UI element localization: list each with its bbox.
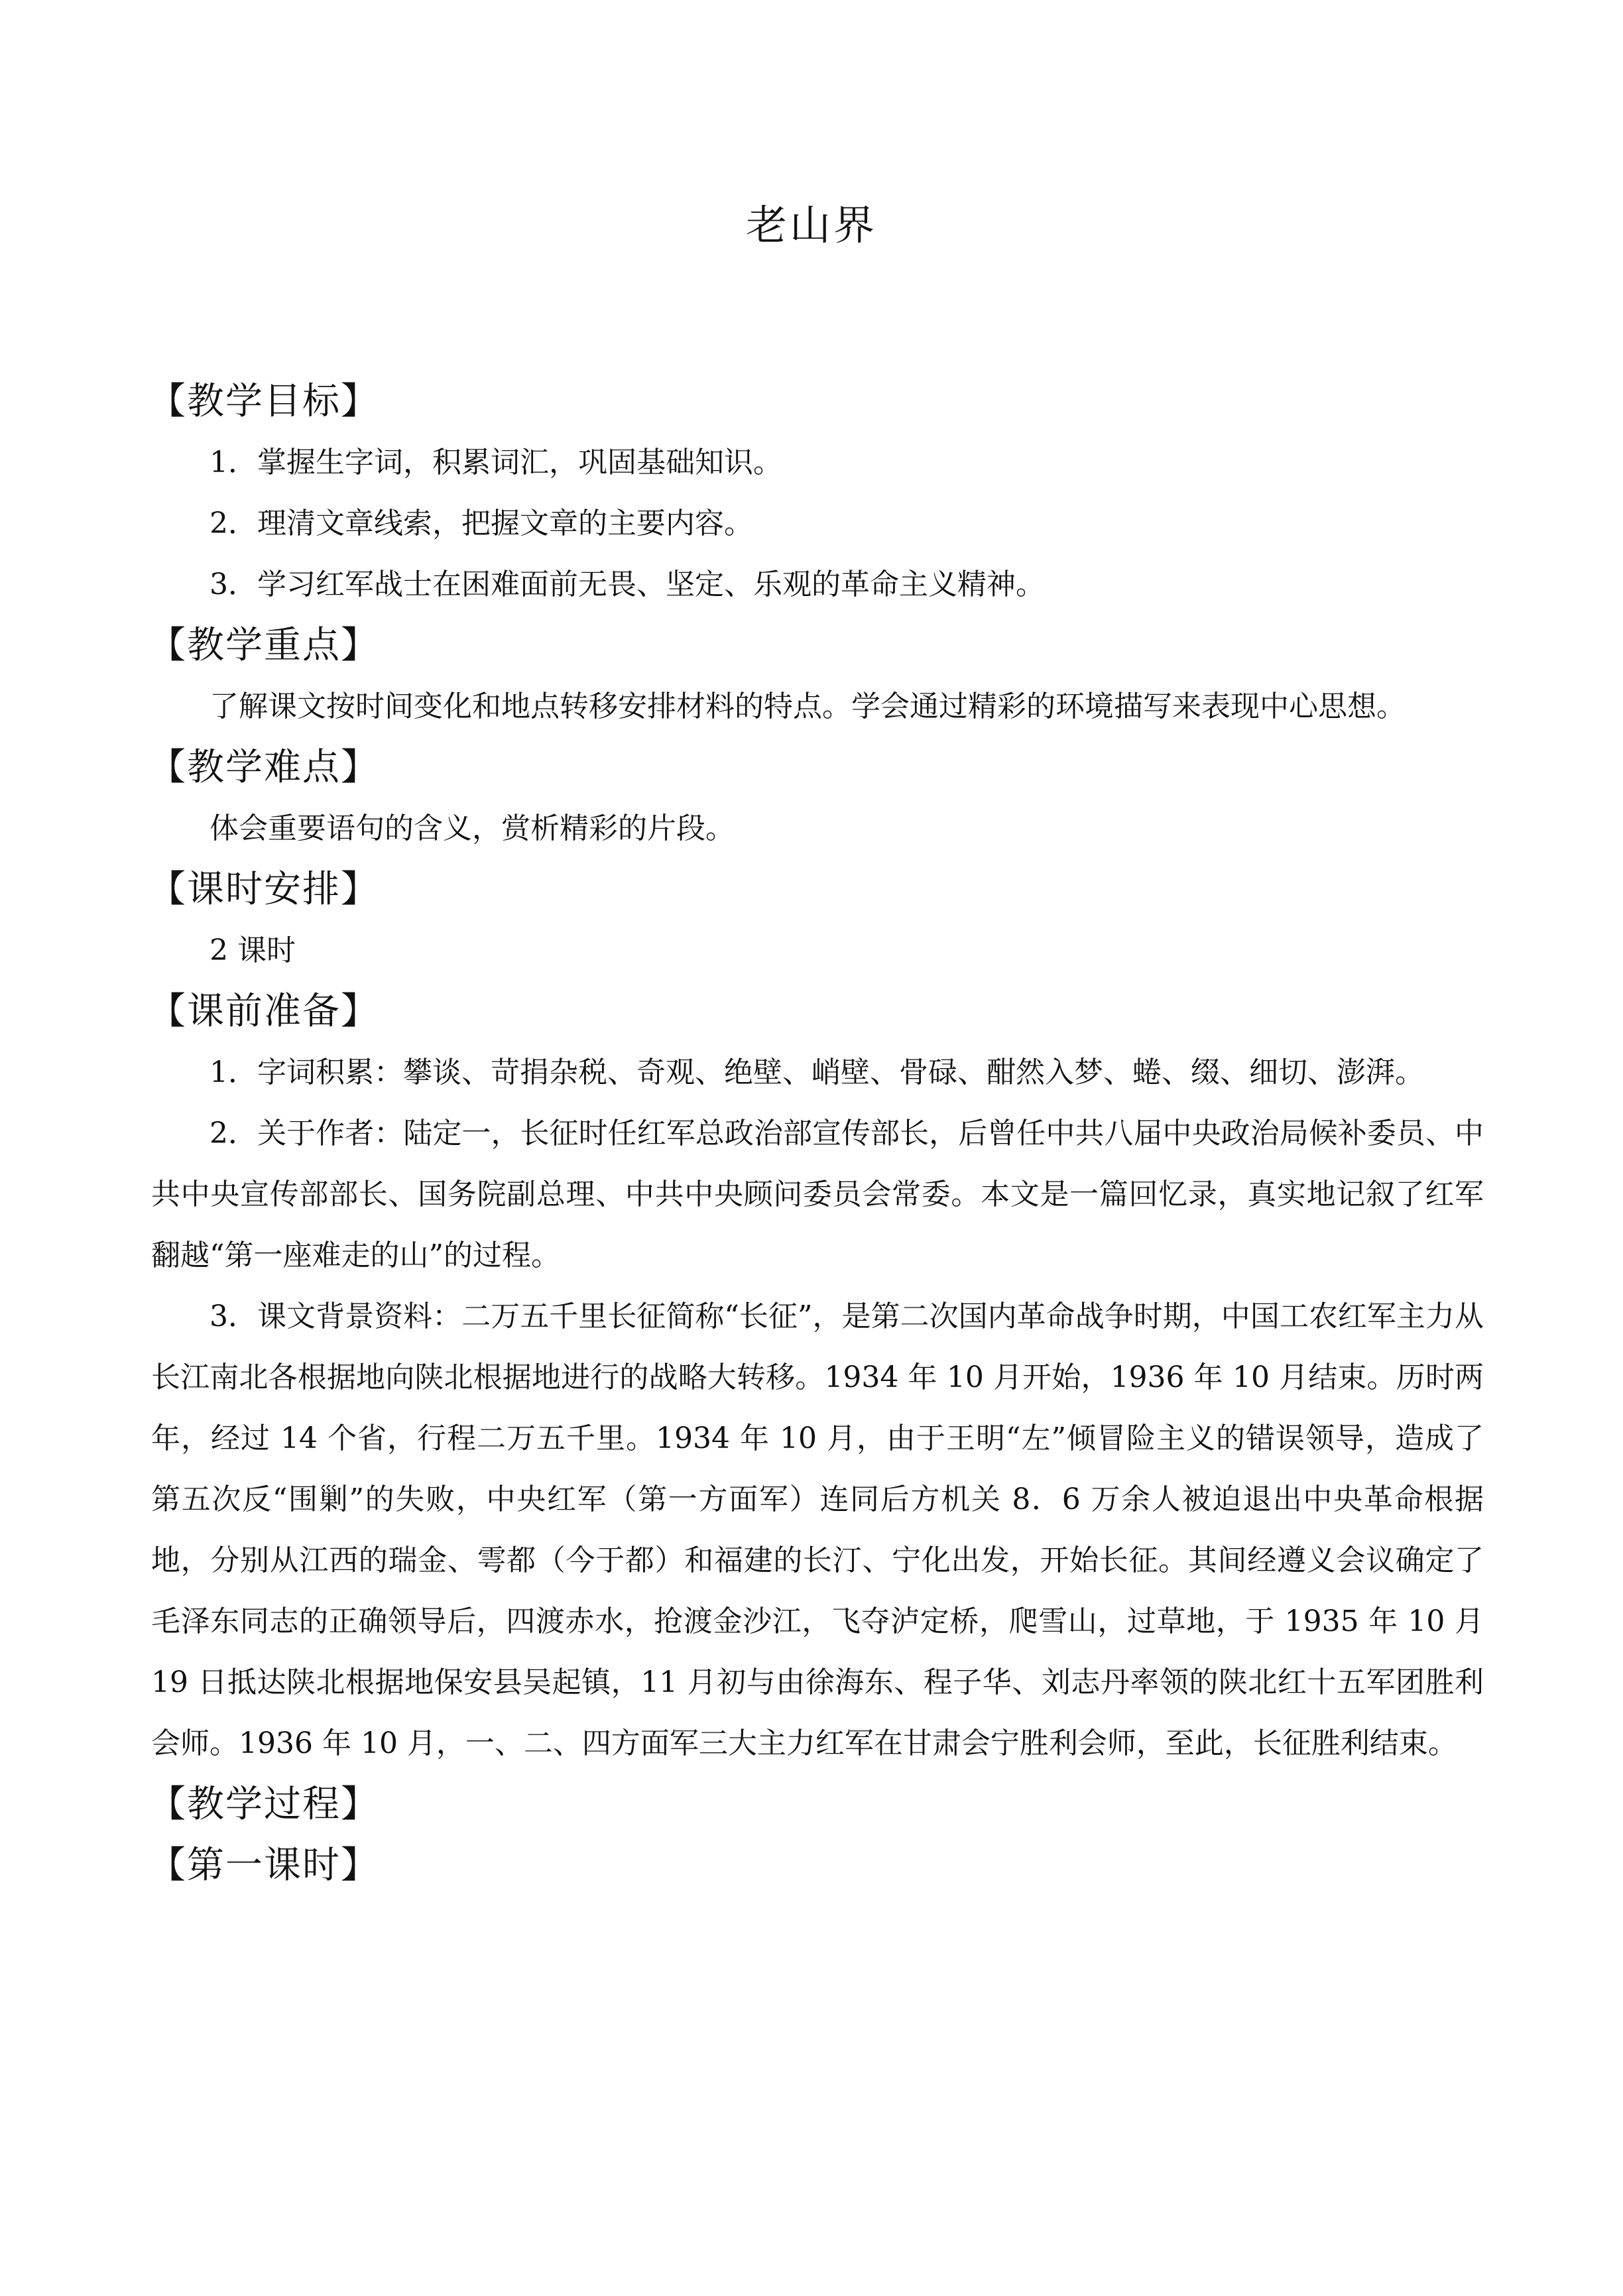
section-heading-lesson-1: 【第一课时】 [149,1844,379,1887]
page-title: 老山界 [745,201,877,249]
prep-item: 3．课文背景资料：二万五千里长征简称“长征”，是第二次国内革命战争时期，中国工农红军主力从长江南北各根据地向陕北根据地进行的战略大转移。1934 年 10 月开始，1936 年 10 月结束。历时两年，经过 14 个省，行程二万五千里。1934 年 10 月，由于王明“左”倾冒险主义的错误领导，造成了第五次反“围剿”的失败，中央红军（第一方面军）连同后方机关 8．6 万余人被迫退出中央革命根据地，分别从江西的瑞金、雩都（今于都）和福建的长汀、宁化出发，开始长征。其间经遵义会议确定了毛泽东同志的正确领导后，四渡赤水，抢渡金沙江，飞夺泸定桥，爬雪山，过草地，于 1935 年 10 月 19 日抵达陕北根据地保安县吴起镇，11 月初与由徐海东、程子华、刘志丹率领的陕北红十五军团胜利会师。1936 年 10 月，一、二、四方面军三大主力红军在甘肃会宁胜利会师，至此，长征胜利结束。 [151,1299,1484,1760]
section-heading-process: 【教学过程】 [149,1783,379,1826]
prep-item: 2．关于作者：陆定一，长征时任红军总政治部宣传部长，后曾任中共八届中央政治局候补委员、中共中央宣传部部长、国务院副总理、中共中央顾问委员会常委。本文是一篇回忆录，真实地记叙了红军翻越“第一座难走的山”的过程。 [151,1117,1484,1272]
schedule-text: 2 课时 [210,934,296,967]
section-heading-difficulties: 【教学难点】 [149,746,379,789]
prep-item: 1．字词积累：攀谈、苛捐杂税、奇观、绝壁、峭壁、骨碌、酣然入梦、蜷、缀、细切、澎湃。 [210,1056,1424,1089]
goal-item: 3．学习红军战士在困难面前无畏、坚定、乐观的革命主义精神。 [210,568,1045,601]
section-heading-preparation: 【课前准备】 [149,990,379,1033]
document-body [151,371,1484,1896]
key-points-text: 了解课文按时间变化和地点转移安排材料的特点。学会通过精彩的环境描写来表现中心思想。 [210,690,1406,723]
goal-item: 1．掌握生字词，积累词汇，巩固基础知识。 [210,446,782,479]
difficulties-text: 体会重要语句的含义，赏析精彩的片段。 [210,812,735,845]
section-heading-goals: 【教学目标】 [149,380,379,423]
goal-item: 2．理清文章线索，把握文章的主要内容。 [210,507,753,540]
section-heading-key-points: 【教学重点】 [149,624,379,667]
section-heading-schedule: 【课时安排】 [149,868,379,911]
